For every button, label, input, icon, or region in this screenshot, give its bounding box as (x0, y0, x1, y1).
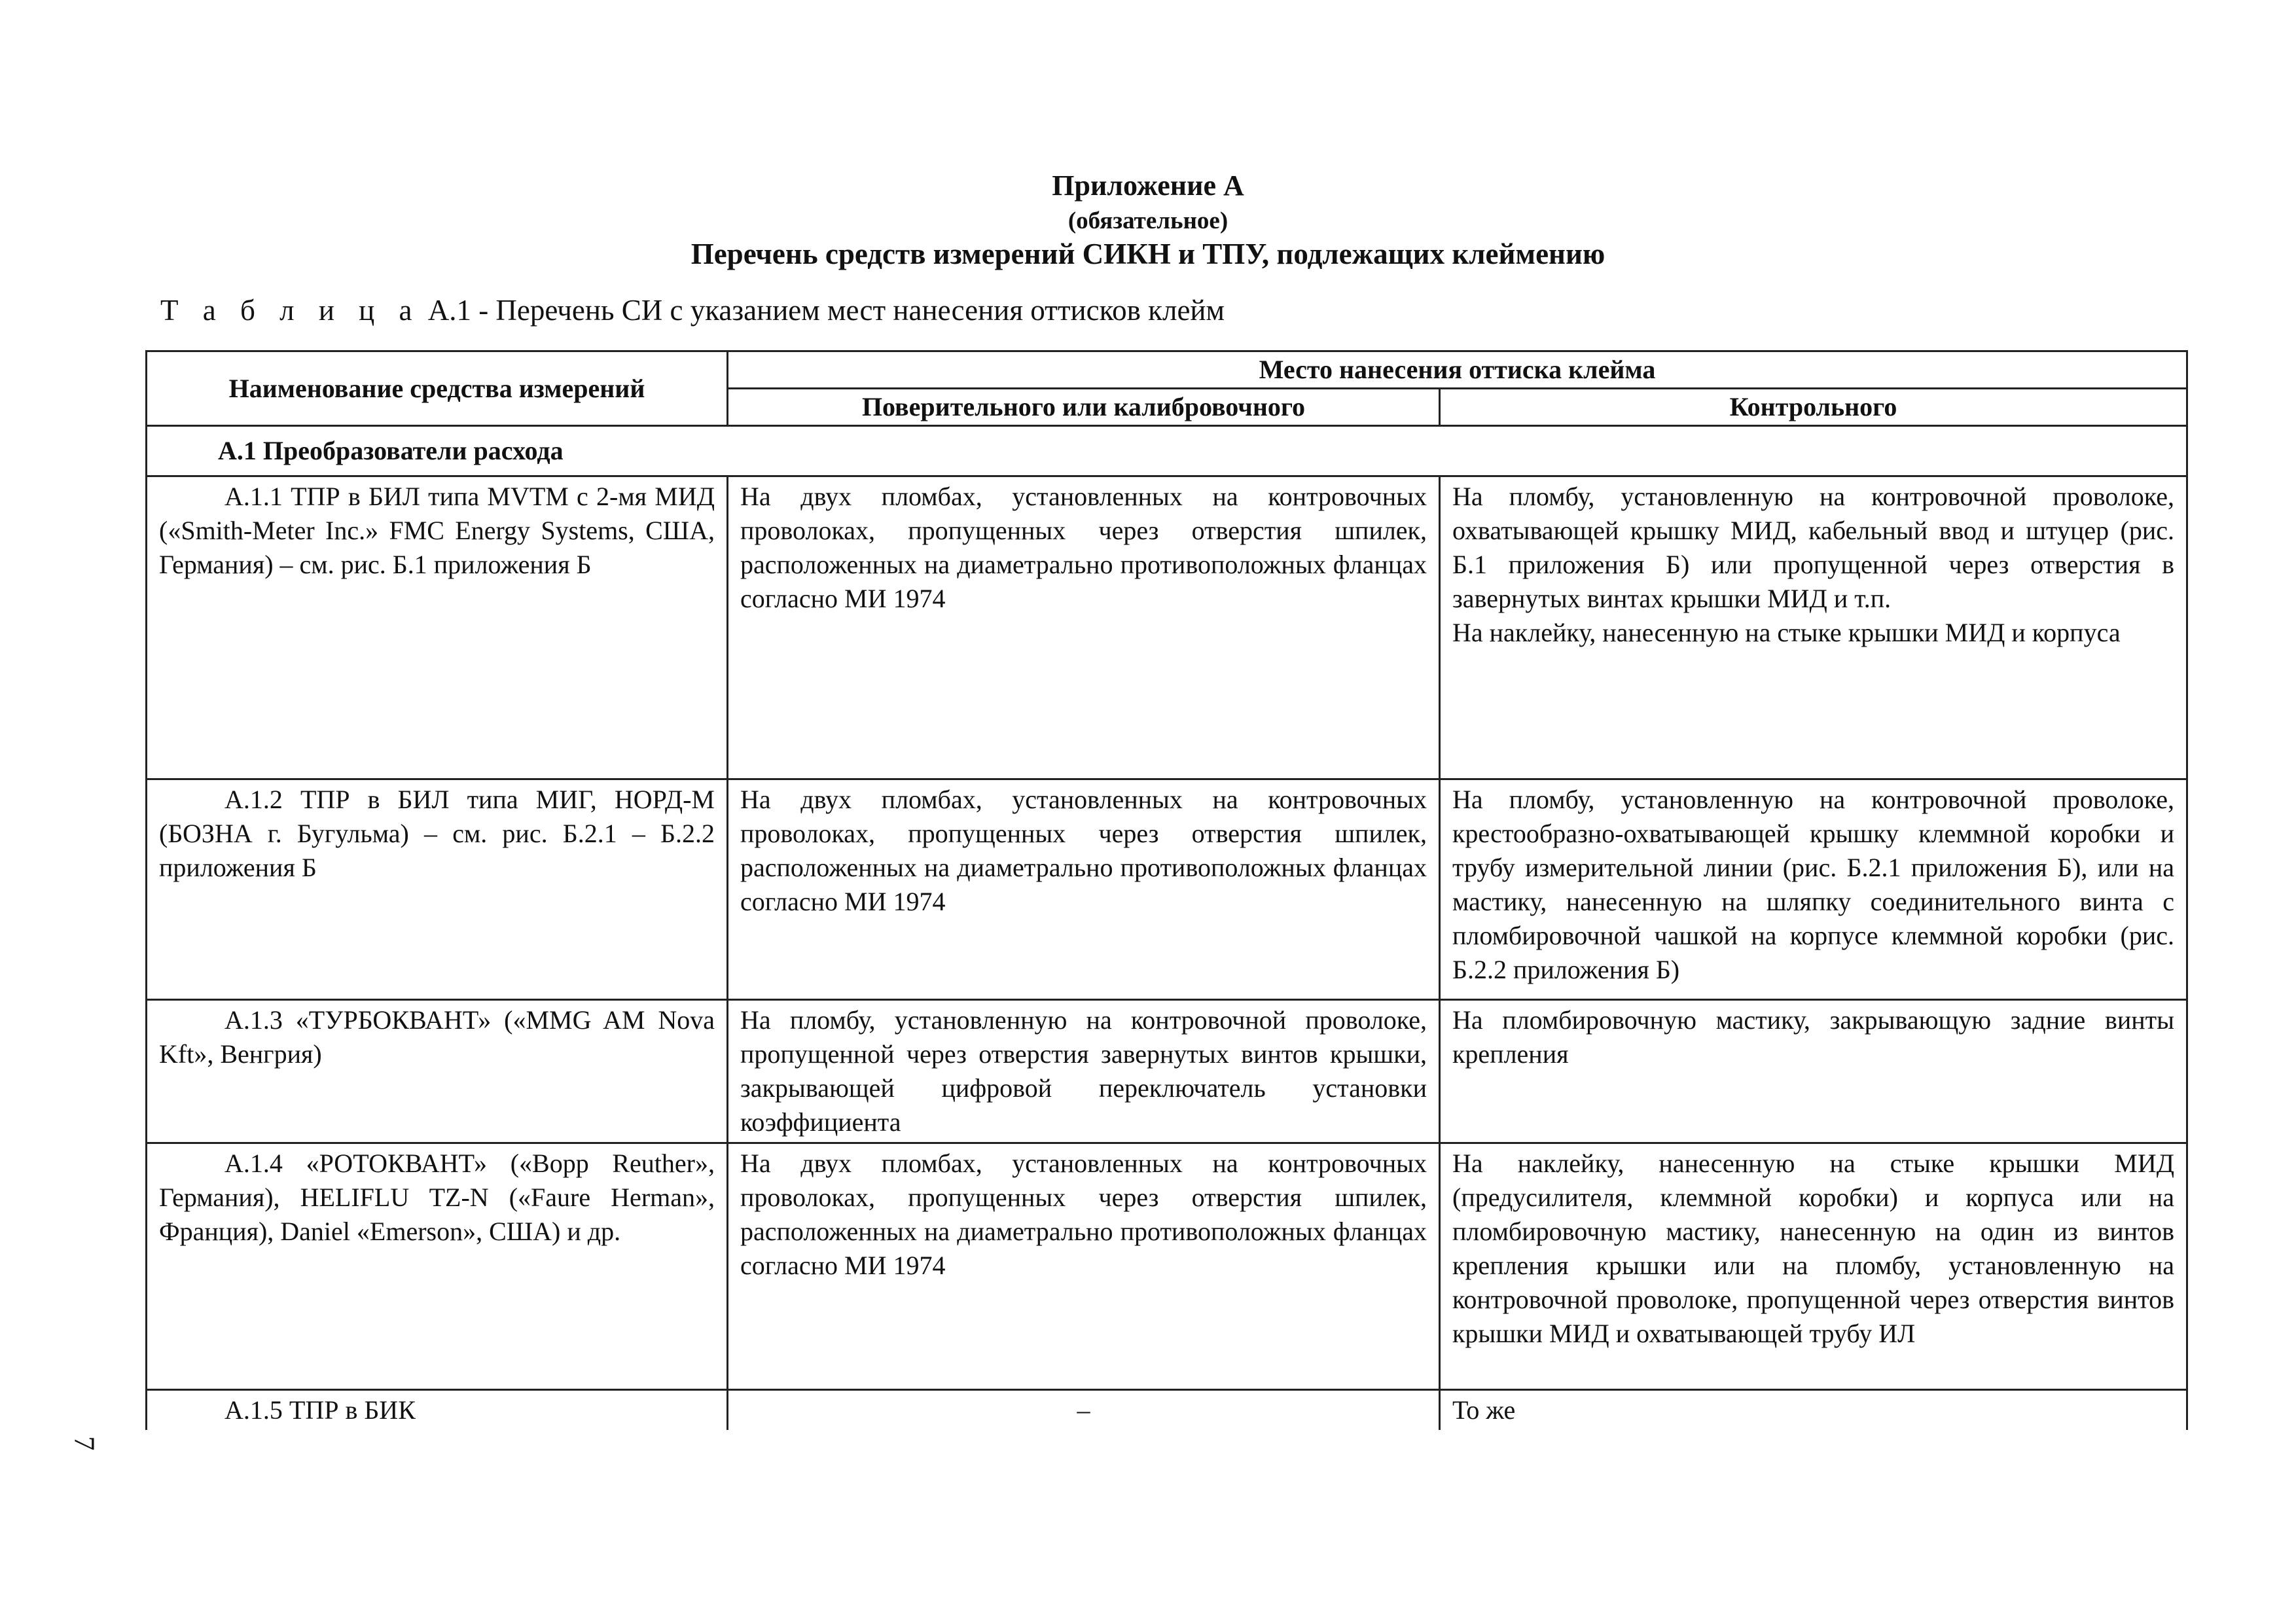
row-name: А.1.4 «РОТОКВАНТ» («Bopp Reuther», Германия), HELIFLU TZ-N («Faure Herman», Франция), Daniel «Emerson», США) и др. (147, 1143, 728, 1390)
row-control: То же (1440, 1390, 2187, 1431)
row-verification: На двух пломбах, установленных на контровочных проволоках, пропущенных через отверстия шпилек, расположенных на диаметрально противоположных фланцах согласно МИ 1974 (728, 476, 1440, 779)
section-title: А.1 Преобразователи расхода (147, 426, 2187, 476)
row-control: На пломбировочную мастику, закрывающую задние винты крепления (1440, 1000, 2187, 1143)
table-row (147, 476, 2187, 779)
appendix-status: (обязательное) (1067, 207, 1229, 234)
col-header-name: Наименование средства измерений (147, 351, 728, 426)
row-verification: На пломбу, установленную на контровочной проволоке, пропущенной через отверстия завернутых винтов крышки, закрывающей цифровой переключатель установки коэффициента (728, 1000, 1440, 1143)
table-row (147, 779, 2187, 1000)
row-control: На пломбу, установленную на контровочной проволоке, охватывающей крышку МИД, кабельный ввод и штуцер (рис. Б.1 приложения Б) или пропущенной через отверстия в завернутых винтах крышки МИД и т.п. На наклейку, нанесенную на стыке крышки МИД и корпуса (1440, 476, 2187, 779)
table-header-row (147, 351, 2187, 389)
section-row (147, 426, 2187, 476)
row-name: А.1.5 ТПР в БИК (147, 1390, 728, 1431)
col-header-place: Место нанесения оттиска клейма (728, 351, 2187, 389)
table-row (147, 1390, 2187, 1431)
row-verification: На двух пломбах, установленных на контровочных проволоках, пропущенных через отверстия шпилек, расположенных на диаметрально противоположных фланцах согласно МИ 1974 (728, 1143, 1440, 1390)
col-header-control: Контрольного (1440, 389, 2187, 426)
appendix-title: Приложение А (1052, 169, 1244, 202)
table-caption-text: А.1 - Перечень СИ с указанием мест нанесения оттисков клейм (427, 294, 1225, 327)
table-row (147, 1143, 2187, 1390)
table-caption (160, 293, 1225, 327)
row-name: А.1.2 ТПР в БИЛ типа МИГ, НОРД-М (БОЗНА г. Бугульма) – см. рис. Б.2.1 – Б.2.2 приложения Б (147, 779, 728, 1000)
row-name: А.1.1 ТПР в БИЛ типа MVTM с 2-мя МИД («Smith-Meter Inc.» FMC Energy Systems, США, Германия) – см. рис. Б.1 приложения Б (147, 476, 728, 779)
table-row (147, 1000, 2187, 1143)
col-header-verification: Поверительного или калибровочного (728, 389, 1440, 426)
row-name: А.1.3 «ТУРБОКВАНТ» («MMG AM Nova Kft», Венгрия) (147, 1000, 728, 1143)
page-number: 7 (68, 1436, 101, 1451)
row-control: На наклейку, нанесенную на стыке крышки МИД (предусилителя, клеммной коробки) и корпуса или на пломбировочную мастику, нанесенную на один из винтов крепления крышки или на пломбу, установленную на контровочной проволоке, пропущенной через отверстия винтов крышки МИД и охватывающей трубу ИЛ (1440, 1143, 2187, 1390)
row-control: На пломбу, установленную на контровочной проволоке, крестообразно-охватывающей крышку клеммной коробки и трубу измерительной линии (рис. Б.2.1 приложения Б), или на мастику, нанесенную на шляпку соединительного винта с пломбировочной чашкой на корпусе клеммной коробки (рис. Б.2.2 приложения Б) (1440, 779, 2187, 1000)
table-caption-label: Т а б л и ц а (160, 294, 421, 327)
row-verification: – (728, 1390, 1440, 1431)
row-verification: На двух пломбах, установленных на контровочных проволоках, пропущенных через отверстия шпилек, расположенных на диаметрально противоположных фланцах согласно МИ 1974 (728, 779, 1440, 1000)
stamp-places-table (145, 350, 2188, 1430)
appendix-subject: Перечень средств измерений СИКН и ТПУ, подлежащих клеймению (691, 238, 1605, 270)
